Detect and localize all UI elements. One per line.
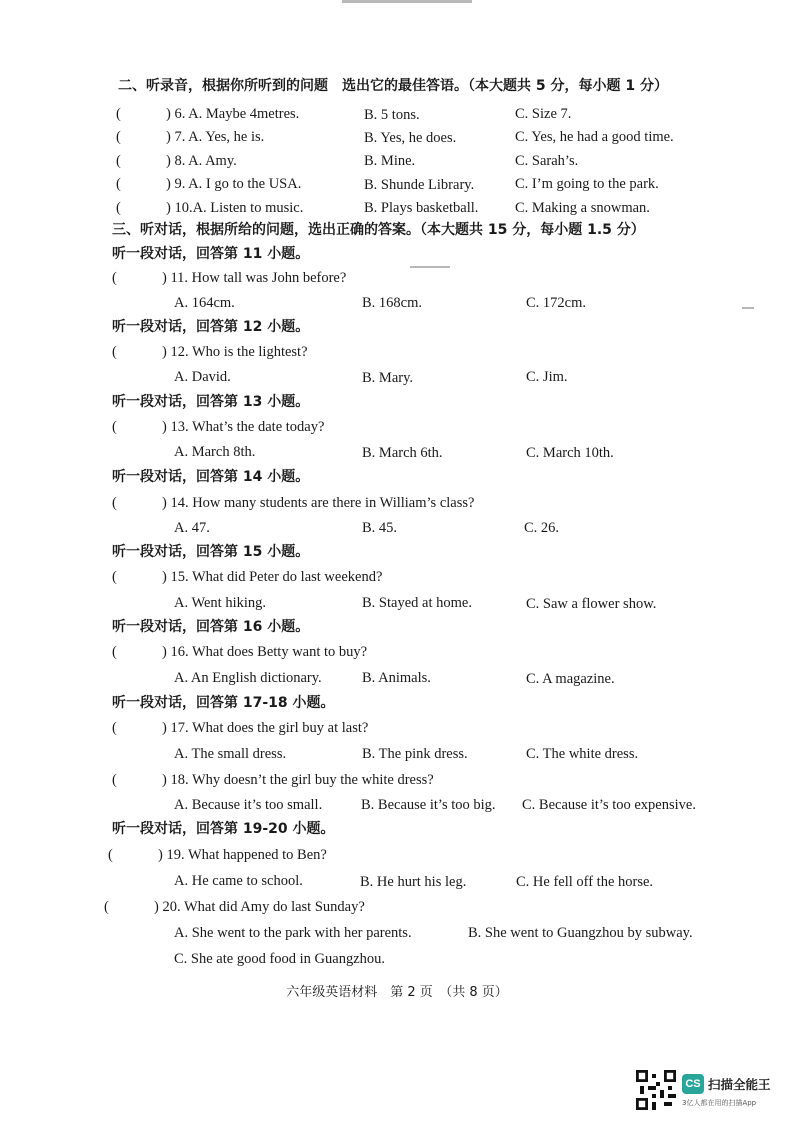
q13-option-a: A. March 8th.	[174, 444, 256, 460]
group-intro-11: 听一段对话，回答第 11 小题。	[112, 246, 310, 262]
question-6: ( ) 6. A. Maybe 4metres.	[116, 106, 300, 122]
scan-smudge	[742, 307, 754, 309]
scan-smudge	[342, 0, 472, 3]
q12-option-c: C. Jim.	[526, 369, 568, 385]
group-intro-19-20: 听一段对话，回答第 19-20 小题。	[112, 821, 335, 837]
q14-option-c: C. 26.	[524, 520, 560, 536]
question-20: ( ) 20. What did Amy do last Sunday?	[104, 899, 365, 915]
group-intro-17-18: 听一段对话，回答第 17-18 小题。	[112, 695, 335, 711]
q9-option-c: C. I’m going to the park.	[515, 176, 659, 192]
question-14: ( ) 14. How many students are there in William’s class?	[112, 495, 475, 511]
section2-heading: 二、听录音，根据你所听到的问题 选出它的最佳答语。（本大题共 5 分，每小题 1 分）	[118, 78, 668, 94]
q6-option-b: B. 5 tons.	[364, 107, 420, 123]
q7-option-b: B. Yes, he does.	[364, 130, 457, 146]
q11-option-c: C. 172cm.	[526, 295, 587, 311]
question-8: ( ) 8. A. Amy.	[116, 153, 237, 169]
page-footer: 六年级英语材料 第 2 页 （共 8 页）	[286, 985, 508, 1000]
scanner-watermark	[636, 1070, 786, 1114]
q13-option-b: B. March 6th.	[362, 445, 443, 461]
q15-option-b: B. Stayed at home.	[362, 595, 472, 611]
q18-option-a: A. Because it’s too small.	[174, 797, 323, 813]
q10-option-b: B. Plays basketball.	[364, 200, 479, 216]
q12-option-b: B. Mary.	[362, 370, 414, 386]
group-intro-13: 听一段对话，回答第 13 小题。	[112, 394, 310, 410]
q7-option-c: C. Yes, he had a good time.	[515, 129, 674, 145]
q19-option-b: B. He hurt his leg.	[360, 874, 467, 890]
q20-option-a: A. She went to the park with her parents.	[174, 925, 412, 941]
question-7: ( ) 7. A. Yes, he is.	[116, 129, 265, 145]
q9-option-b: B. Shunde Library.	[364, 177, 475, 193]
question-13: ( ) 13. What’s the date today?	[112, 419, 325, 435]
q11-option-b: B. 168cm.	[362, 295, 423, 311]
qr-code-icon	[636, 1070, 676, 1110]
q18-option-c: C. Because it’s too expensive.	[522, 797, 696, 813]
scanner-app-name: 扫描全能王	[708, 1077, 771, 1092]
question-17: ( ) 17. What does the girl buy at last?	[112, 720, 369, 736]
section3-heading: 三、听对话，根据所给的问题，选出正确的答案。（本大题共 15 分，每小题 1.5 分）	[112, 222, 645, 238]
question-16: ( ) 16. What does Betty want to buy?	[112, 644, 368, 660]
scanner-tagline: 3亿人都在用的扫描App	[682, 1099, 757, 1107]
q19-option-c: C. He fell off the horse.	[516, 874, 654, 890]
q8-option-b: B. Mine.	[364, 153, 416, 169]
question-10: ( ) 10.A. Listen to music.	[116, 200, 304, 216]
group-intro-12: 听一段对话，回答第 12 小题。	[112, 319, 310, 335]
q11-option-a: A. 164cm.	[174, 295, 235, 311]
scan-smudge	[410, 266, 450, 268]
q14-option-b: B. 45.	[362, 520, 398, 536]
q13-option-c: C. March 10th.	[526, 445, 614, 461]
group-intro-15: 听一段对话，回答第 15 小题。	[112, 544, 310, 560]
q14-option-a: A. 47.	[174, 520, 210, 536]
q17-option-a: A. The small dress.	[174, 746, 287, 762]
q12-option-a: A. David.	[174, 369, 231, 385]
question-19: ( ) 19. What happened to Ben?	[108, 847, 327, 863]
q15-option-c: C. Saw a flower show.	[526, 596, 657, 612]
question-18: ( ) 18. Why doesn’t the girl buy the white dress?	[112, 772, 434, 788]
question-15: ( ) 15. What did Peter do last weekend?	[112, 569, 383, 585]
q16-option-b: B. Animals.	[362, 670, 431, 686]
q17-option-c: C. The white dress.	[526, 746, 639, 762]
q16-option-c: C. A magazine.	[526, 671, 615, 687]
q20-option-b: B. She went to Guangzhou by subway.	[468, 925, 693, 941]
q20-option-c: C. She ate good food in Guangzhou.	[174, 951, 386, 967]
q19-option-a: A. He came to school.	[174, 873, 303, 889]
q17-option-b: B. The pink dress.	[362, 746, 468, 762]
q15-option-a: A. Went hiking.	[174, 595, 267, 611]
q16-option-a: A. An English dictionary.	[174, 670, 322, 686]
group-intro-14: 听一段对话，回答第 14 小题。	[112, 469, 310, 485]
question-9: ( ) 9. A. I go to the USA.	[116, 176, 302, 192]
question-11: ( ) 11. How tall was John before?	[112, 270, 347, 286]
question-12: ( ) 12. Who is the lightest?	[112, 344, 308, 360]
camscanner-logo: CS	[682, 1074, 704, 1094]
group-intro-16: 听一段对话，回答第 16 小题。	[112, 619, 310, 635]
q8-option-c: C. Sarah’s.	[515, 153, 579, 169]
q6-option-c: C. Size 7.	[515, 106, 572, 122]
q18-option-b: B. Because it’s too big.	[361, 797, 496, 813]
q10-option-c: C. Making a snowman.	[515, 200, 650, 216]
